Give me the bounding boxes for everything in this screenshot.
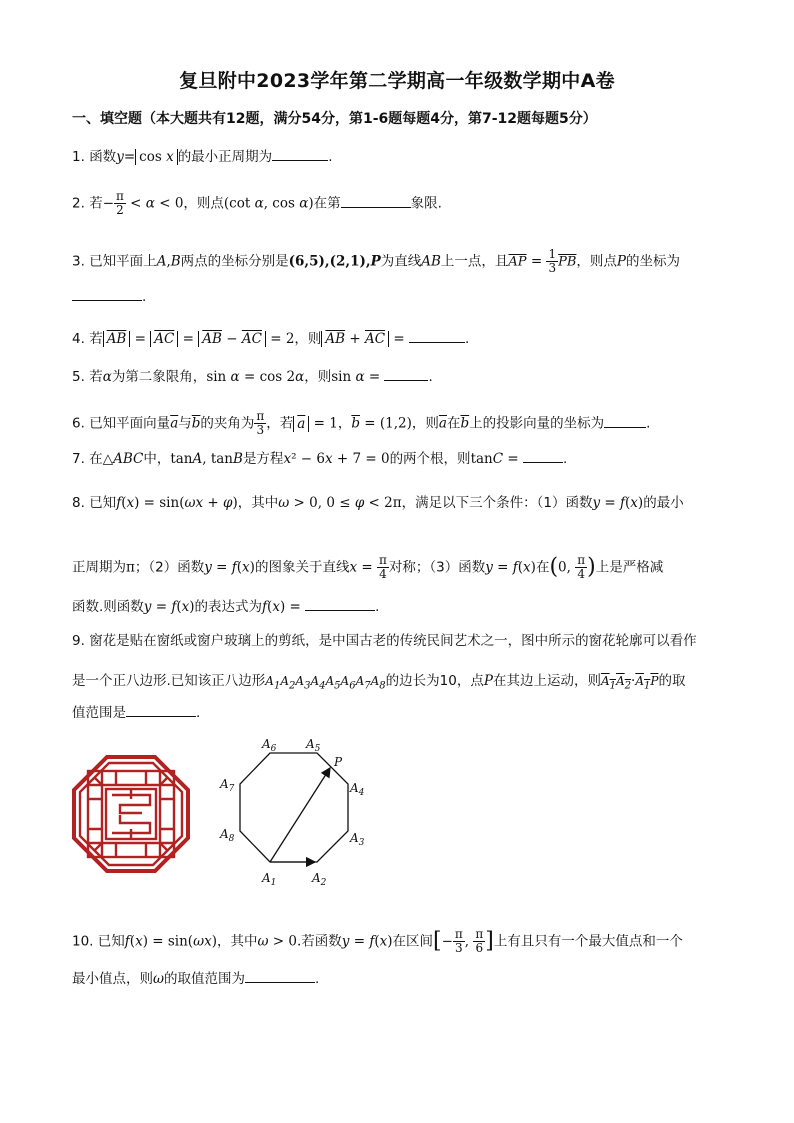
regular-octagon	[240, 753, 348, 862]
label-a3: $A_3$	[350, 831, 365, 848]
answer-blank[interactable]	[523, 448, 563, 463]
page-title: 复旦附中2023学年第二学期高一年级数学期中A卷	[179, 70, 615, 92]
answer-blank[interactable]	[126, 702, 196, 717]
answer-blank[interactable]	[384, 366, 428, 381]
question-10: 10. 已知f(x) = sin(ωx)，其中ω > 0.若函数y = f(x)在区间[− $\frac{\pi}{3}$ , $\frac{\pi}{6}$ ]上有且只有一个最大值点和一个	[72, 927, 683, 955]
section-heading: 一、填空题（本大题共有12题，满分54分，第1-6题每题4分，第7-12题每题5分）	[72, 111, 597, 127]
label-a4: $A_4$	[350, 781, 365, 798]
question-4: 4. 若 $\overline{AB} = \overline{AC} = \overline{AB} - \overline{AC} = 2$，则 $\overline{AB} + \overline{AC}$ = .	[72, 328, 732, 350]
window-flower-image	[72, 755, 190, 873]
question-7: 7. 在△ABC中，tanA, tanB是方程x² − 6x + 7 = 0的两个根，则tanC = .	[72, 448, 732, 470]
vector-a1p	[270, 768, 330, 862]
label-a6: $A_6$	[262, 737, 277, 754]
answer-blank[interactable]	[305, 596, 375, 611]
question-10-line-2: 最小值点，则ω的取值范围为 .	[72, 968, 319, 990]
label-a2: $A_2$	[312, 871, 327, 888]
label-a8: $A_8$	[220, 827, 235, 844]
answer-blank[interactable]	[341, 193, 411, 208]
label-a7: $A_7$	[220, 777, 235, 794]
question-9-line-2: 是一个正八边形.已知该正八边形$A_1A_2A_3A_4A_5A_6A_7A_8$的边长为10，点P在其边上运动，则$A_1A_2\cdot A_1P$的取	[72, 673, 686, 692]
answer-blank[interactable]	[272, 146, 328, 161]
question-8: 8. 已知f(x) = sin(ωx + φ)，其中ω > 0, 0 ≤ φ < 2π，满足以下三个条件：（1）函数y = f(x)的最小	[72, 495, 684, 511]
question-9: 9. 窗花是贴在窗纸或窗户玻璃上的剪纸，是中国古老的传统民间艺术之一，图中所示的窗花轮廓可以看作	[72, 633, 697, 649]
question-3: 3. 已知平面上A,B两点的坐标分别是(6,5),(2,1),P为直线AB上一点，且$\overline{AP}$ = $\frac{1}{3}$ $\overline{PB}$，则点P的坐标为	[72, 247, 681, 275]
answer-blank[interactable]	[409, 328, 465, 343]
question-2: 2. 若− $\frac{\pi}{2}$ < α < 0，则点(cot α, cos α)在第 象限.	[72, 189, 442, 217]
question-6: 6. 已知平面向量$\overline{a}$与$\overline{b}$的夹角为 $\frac{\pi}{3}$ ，若 $\overline{a} = 1$，$\overline{b} = (1,2)$，则$\overline{a}$在$\overline{b}$上的投影向量的坐标为 .	[72, 409, 651, 437]
answer-blank[interactable]	[245, 968, 315, 983]
question-9-line-3: 值范围是 .	[72, 702, 200, 724]
label-p: P	[334, 755, 343, 769]
answer-blank[interactable]	[72, 286, 142, 301]
question-5: 5. 若α为第二象限角，sin α = cos 2α，则sin α = .	[72, 366, 732, 388]
answer-blank[interactable]	[604, 413, 646, 428]
octagon-diagram	[210, 730, 380, 890]
question-8-line-3: 函数.则函数y = f(x)的表达式为f(x) = .	[72, 596, 379, 618]
question-1: 1. 函数y= cos x 的最小正周期为 .	[72, 146, 732, 168]
label-a1: $A_1$	[262, 871, 277, 888]
label-a5: $A_5$	[306, 737, 321, 754]
question-3-blank-line: .	[72, 286, 146, 308]
question-8-line-2: 正周期为π；（2）函数y = f(x)的图象关于直线x = $\frac{\pi}{4}$ 对称；（3）函数y = f(x)在(0, $\frac{\pi}{4}$ )上是严格减	[72, 553, 664, 581]
